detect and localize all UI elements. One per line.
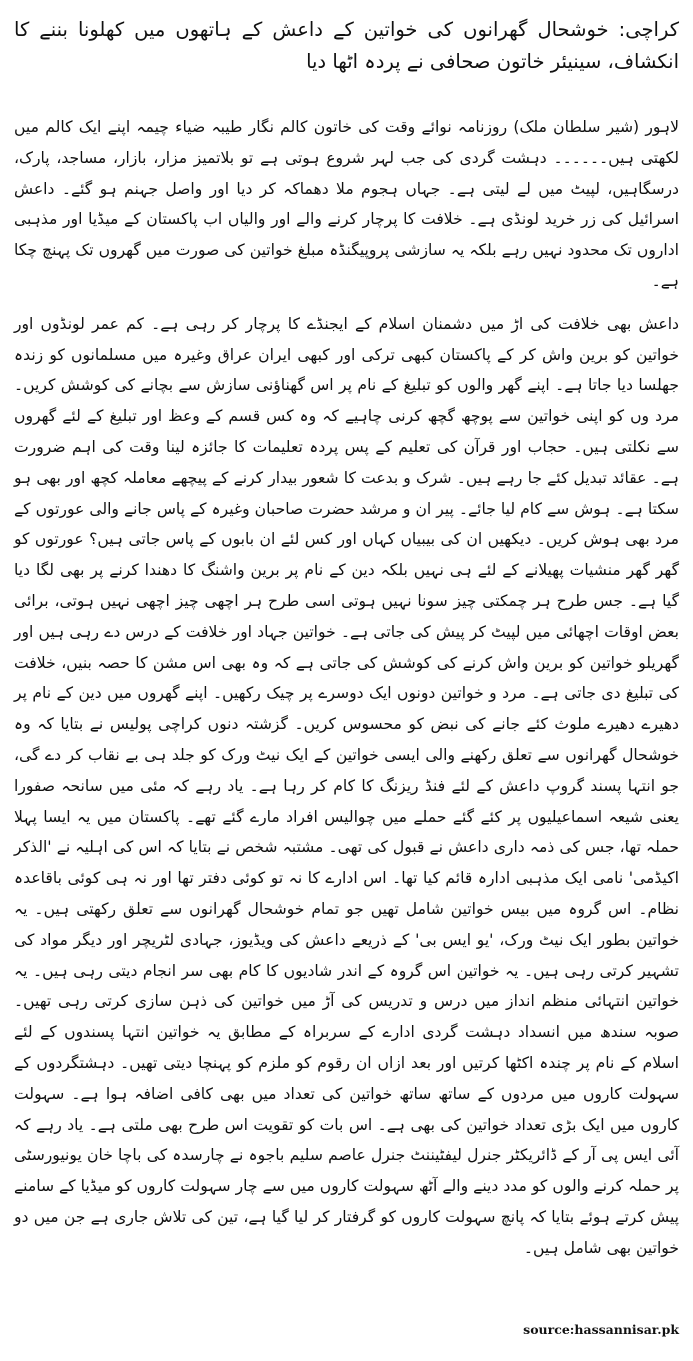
source-credit: source:hassannisar.pk [523,1322,679,1337]
article-paragraph: داعش بھی خلافت کی اڑ میں دشمنان اسلام کے ایجنڈے کا پرچار کر رہی ہے۔ کم عمر لونڈوں اور خواتین کو برین واش کر کے پاکستان کبھی ترکی اور کبھی ایران عراق وغیرہ میں مسلمانوں کو زندہ جھلسا دیا جاتا ہے۔ اپنے گھر والوں کو تبلیغ کے نام پر اس گھناؤنی سازش سے بچانے کی کوشش کریں۔ مرد وں کو اپنی خواتین سے پوچھ گچھ کرنی چاہیے کہ وہ کس قسم کے وعظ اور تبلیغ کے لئے گھروں سے نکلتی ہیں۔ حجاب اور قرآن کی تعلیم کے پس پردہ تعلیمات کا جائزہ لینا وقت کی اہم ضرورت ہے۔ عقائد تبدیل کئے جا رہے ہیں۔ شرک و بدعت کا شعور بیدار کرنے کے پیچھے معاملہ کچھ اور بھی ہو سکتا ہے۔ ہوش سے کام لیا جائے۔ پیر ان و مرشد حضرت صاحبان وغیرہ کے پاس جانے والی عورتوں کے مرد بھی ہوش کریں۔ دیکھیں ان کی بیبیاں کہاں اور کس لئے ان بابوں کے پاس جاتی ہیں؟ عورتوں کو گھر گھر منشیات پھیلانے کے لئے ہی نہیں بلکہ دین کے نام پر برین واشنگ کا دھندا کرنے پر بھی لگا دیا گیا ہے۔ جس طرح ہر چمکتی چیز سونا نہیں ہوتی اسی طرح ہر اچھی چیز اچھی نہیں ہوتی، برائی بعض اوقات اچھائی میں لپیٹ کر پیش کی جاتی ہے۔ خواتین جہاد اور خلافت کے درس دے رہی ہیں اور گھریلو خواتین کو برین واش کرنے کی کوشش کی جاتی ہے کہ وہ بھی اس مشن کا حصہ بنیں، خلافت کی تبلیغ دی جاتی ہے۔ مرد و خواتین دونوں ایک دوسرے پر چیک رکھیں۔ اپنے گھروں میں دین کے نام پر دھیرے دھیرے ملوث کئے جانے کی نبض کو محسوس کریں۔ گزشتہ دنوں کراچی پولیس نے بتایا کہ وہ خوشحال گھرانوں سے تعلق رکھنے والی ایسی خواتین کے ایک نیٹ ورک کو جلد ہی بے نقاب کر دے گی، جو انتہا پسند گروپ داعش کے لئے فنڈ ریزنگ کا کام کر رہا ہے۔ یاد رہے کہ مئی میں سانحہ صفورا یعنی شیعہ اسماعیلیوں پر کئے گئے حملے میں چوالیس افراد مارے گئے تھے۔ پاکستان میں یہ ایسا پہلا حملہ تھا، جس کی ذمہ داری داعش نے قبول کی تھی۔ مشتبہ شخص نے بتایا کہ اس کی اہلیہ نے 'الذکر اکیڈمی' نامی ایک مذہبی ادارہ قائم کیا تھا۔ اس ادارے کا نہ تو کوئی دفتر تھا اور نہ ہی کوئی باقاعدہ نظام۔ اس گروہ میں بیس خواتین شامل تھیں جو تمام خوشحال گھرانوں سے تعلق رکھتی ہیں۔ یہ خواتین بطور ایک نیٹ ورک، 'یو ایس بی' کے ذریعے داعش کی ویڈیوز، جہادی لٹریچر اور دیگر مواد کی تشہیر کرتی رہی ہیں۔ یہ خواتین اس گروہ کے اندر شادیوں کا کام بھی سر انجام دیتی رہی ہیں۔ یہ خواتین انتہائی منظم انداز میں درس و تدریس کی آڑ میں خواتین کی ذہن سازی کرتی رہی تھیں۔ صوبہ سندھ میں انسداد دہشت گردی ادارے کے سربراہ کے مطابق یہ خواتین انتہا پسندوں کے لئے اسلام کے نام پر چندہ اکٹھا کرتیں اور بعد ازاں ان رقوم کو ملزم کو پہنچا دیتی تھیں۔ دہشتگردوں کے سہولت کاروں میں مردوں کے ساتھ ساتھ خواتین کی تعداد میں بھی کافی اضافہ ہوا ہے۔ سہولت کاروں میں ایک بڑی تعداد خواتین کی بھی ہے۔ اس بات کو تقویت اس طرح بھی ملتی ہے۔ یاد رہے کہ آئی ایس پی آر کے ڈائریکٹر جنرل لیفٹیننٹ جنرل عاصم سلیم باجوہ نے چارسدہ کی باچا خان یونیورسٹی پر حملہ کرنے والوں کو مدد دینے والے آٹھ سہولت کاروں میں سے چار سہولت کاروں کو میڈیا کے سامنے پیش کرتے ہوئے بتایا کہ پانچ سہولت کاروں کو گرفتار کر لیا گیا ہے، تین کی تلاش جاری ہے جن میں دو خواتین بھی شامل ہیں۔ [14,314,679,1257]
article-headline: کراچی: خوشحال گھرانوں کی خواتین کے داعش کے ہاتھوں میں کھلونا بننے کا انکشاف، سینیئر خاتون صحافی نے پردہ اٹھا دیا [14,18,679,73]
article-paragraph: لاہور (شیر سلطان ملک) روزنامہ نوائے وقت کی خاتون کالم نگار طیبہ ضیاء چیمہ اپنے ایک کالم میں لکھتی ہیں۔۔۔۔۔۔ دہشت گردی کی جب لہر شروع ہوتی ہے تو بلاتمیز مزار، بازار، مساجد، پارک، درسگاہیں، لپیٹ میں لے لیتی ہے۔ جہاں ہجوم ملا دھماکہ کر دیا اور واصل جہنم ہو گئے۔ داعش اسرائیل کی زر خرید لونڈی ہے۔ خلافت کا پرچار کرنے والے اور والیاں اب پاکستان کے میڈیا اور مذہبی اداروں تک محدود نہیں رہے بلکہ یہ سازشی پروپیگنڈہ مبلغ خواتین کی صورت میں گھروں تک پہنچ چکا ہے۔ [14,118,679,290]
article [14,14,679,1263]
